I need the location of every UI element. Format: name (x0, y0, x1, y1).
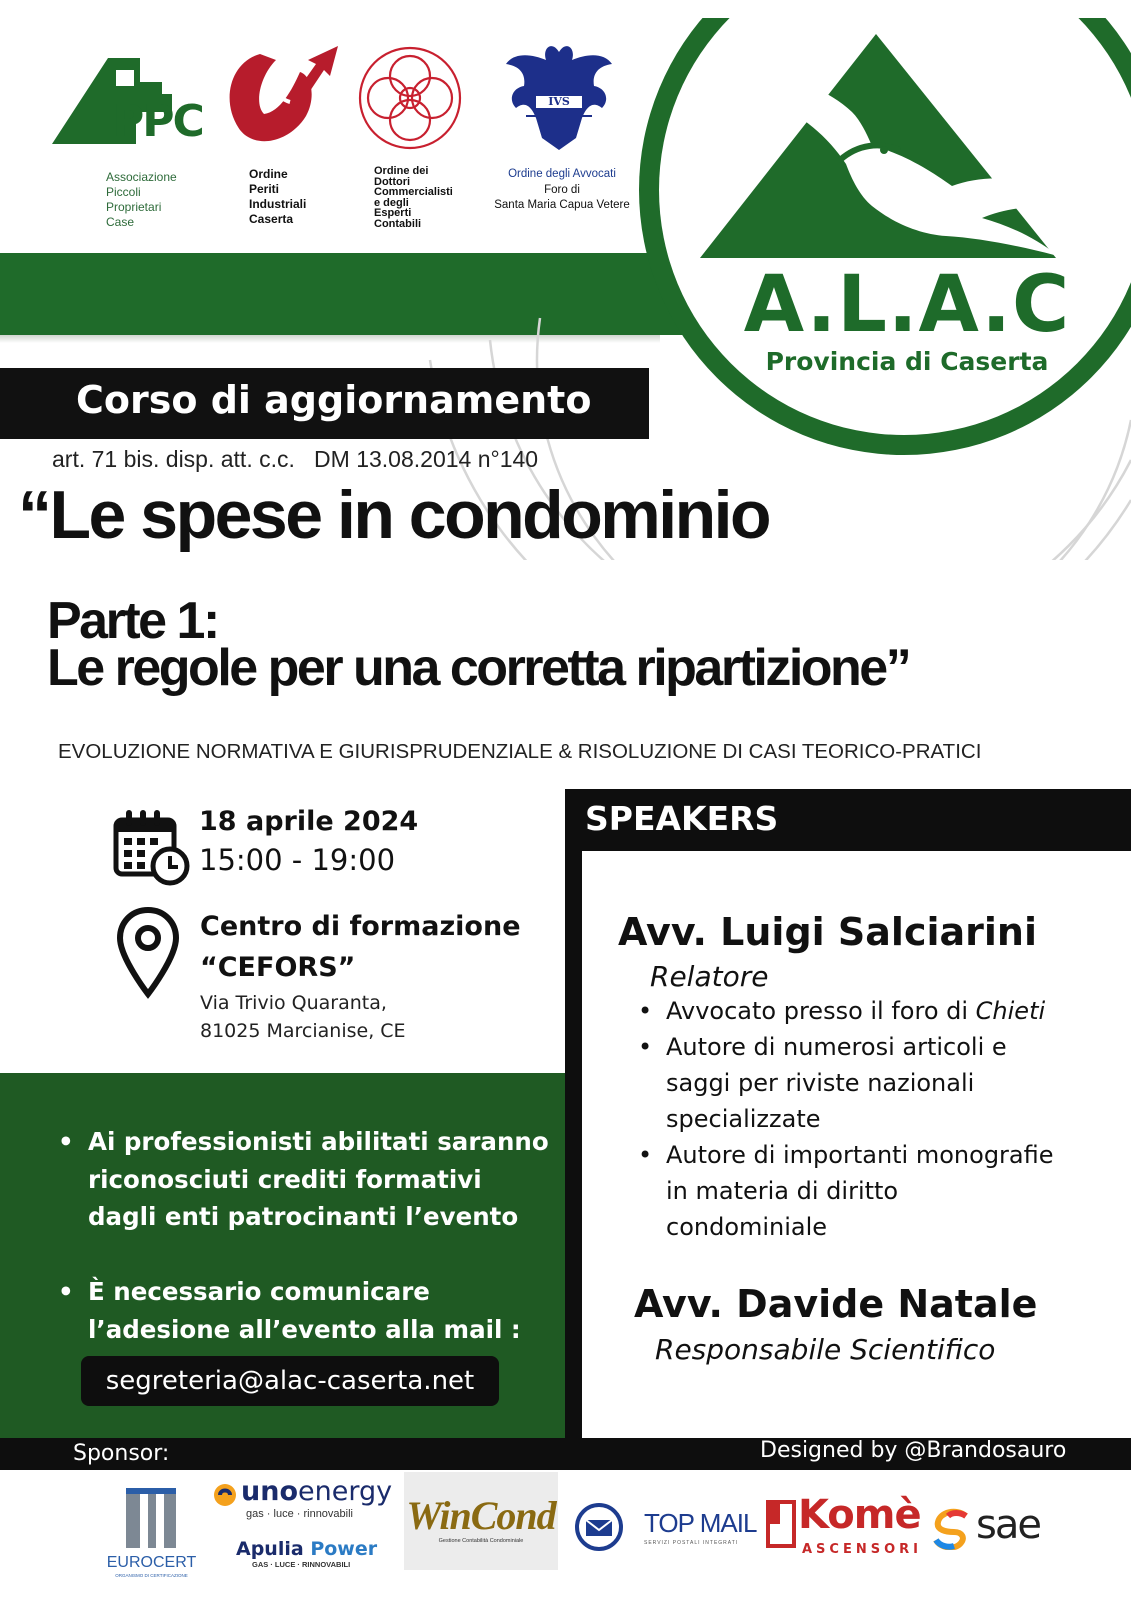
appc-caption: Associazione Piccoli Proprietari Case (106, 170, 177, 229)
bullet-dot: • (638, 1141, 653, 1169)
speaker-bio-item: • Autore di numerosi articoli e saggi per riviste nazionali specializzate (666, 1029, 1106, 1137)
unoenergy-swirl-icon (212, 1482, 238, 1508)
course-title-line2: Parte 1: (47, 592, 218, 650)
sponsor-topmail: TOP MAIL SERVIZI POSTALI INTEGRATI (574, 1502, 750, 1554)
speaker-bio-item: • Autore di importanti monografie in materia di diritto condominiale (666, 1137, 1106, 1245)
eurocert-building-icon (104, 1484, 199, 1554)
course-subtitle: EVOLUZIONE NORMATIVA E GIURISPRUDENZIALE & RISOLUZIONE DI CASI TEORICO-PRATICI (58, 740, 982, 763)
sponsor-kome: Komè ASCENSORI (766, 1498, 918, 1562)
email-link[interactable]: segreteria@alac-caserta.net (105, 1366, 475, 1396)
alac-title: A.L.A.C (743, 260, 1071, 350)
bullet-dot: • (638, 997, 653, 1025)
sponsor-apulia-power: Apulia Power GAS · LUCE · RINNOVABILI (236, 1538, 378, 1569)
appc-mark: PPC (112, 96, 203, 147)
sponsor-label: Sponsor: (73, 1441, 170, 1466)
info-bullet-credits: • Ai professionisti abilitati saranno riconosciuti crediti formativi dagli enti patrocinanti l’evento (88, 1123, 549, 1236)
avvocati-mark: IVS (548, 95, 570, 108)
course-title-line3: Le regole per una corretta ripartizione” (47, 639, 910, 697)
bullet-dot: • (638, 1033, 653, 1061)
alac-subtitle: Provincia di Caserta (765, 347, 1049, 376)
event-time: 15:00 - 19:00 (199, 843, 396, 877)
sae-swirl-icon (930, 1506, 974, 1550)
bullet-dot: • (58, 1127, 74, 1156)
commercialisti-caption: Ordine dei Dottori Commercialisti e degli Esperti Contabili (374, 165, 453, 230)
periti-caption: Ordine Periti Industriali Caserta (249, 167, 307, 226)
course-label: Corso di aggiornamento (76, 378, 592, 422)
avvocati-caption: Ordine degli Avvocati Foro di Santa Maria Capua Vetere (494, 168, 630, 211)
speaker-role: Relatore (650, 960, 769, 993)
speaker-role: Responsabile Scientifico (655, 1333, 996, 1366)
envelope-globe-icon (574, 1502, 624, 1552)
speaker-name: Avv. Luigi Salciarini (618, 910, 1037, 954)
designed-by: Designed by @Brandosauro (760, 1438, 1067, 1463)
course-title-line1: “Le spese in condominio (18, 477, 770, 553)
course-reference: art. 71 bis. disp. att. c.c. DM 13.08.2014 n°140 (52, 446, 539, 472)
venue-line1: Centro di formazione (200, 911, 521, 942)
speaker-bio-item: • Avvocato presso il foro di Chieti (666, 993, 1106, 1029)
info-bullet-registration: • È necessario comunicare l’adesione all’evento alla mail : (88, 1273, 521, 1348)
venue-line2: “CEFORS” (200, 952, 356, 983)
bullet-dot: • (58, 1277, 74, 1306)
calendar-clock-icon (112, 806, 192, 888)
sponsor-unoenergy: unoenergy gas · luce · rinnovabili (210, 1476, 400, 1520)
venue-address-line1: Via Trivio Quaranta, (200, 992, 387, 1014)
venue-address-line2: 81025 Marcianise, CE (200, 1020, 406, 1042)
speaker-bio-list (638, 993, 1106, 1245)
sponsor-wincond: WinCond Gestione Contabilità Condominiale (404, 1472, 558, 1570)
location-pin-icon (116, 906, 180, 1000)
speakers-heading: SPEAKERS (585, 799, 779, 838)
event-date: 18 aprile 2024 (199, 806, 419, 837)
sponsor-sae: sae (930, 1504, 1050, 1556)
kome-lift-icon (766, 1500, 796, 1548)
sponsor-eurocert: EUROCERT ORGANISMO DI CERTIFICAZIONE (104, 1478, 199, 1582)
speaker-name: Avv. Davide Natale (634, 1282, 1038, 1326)
